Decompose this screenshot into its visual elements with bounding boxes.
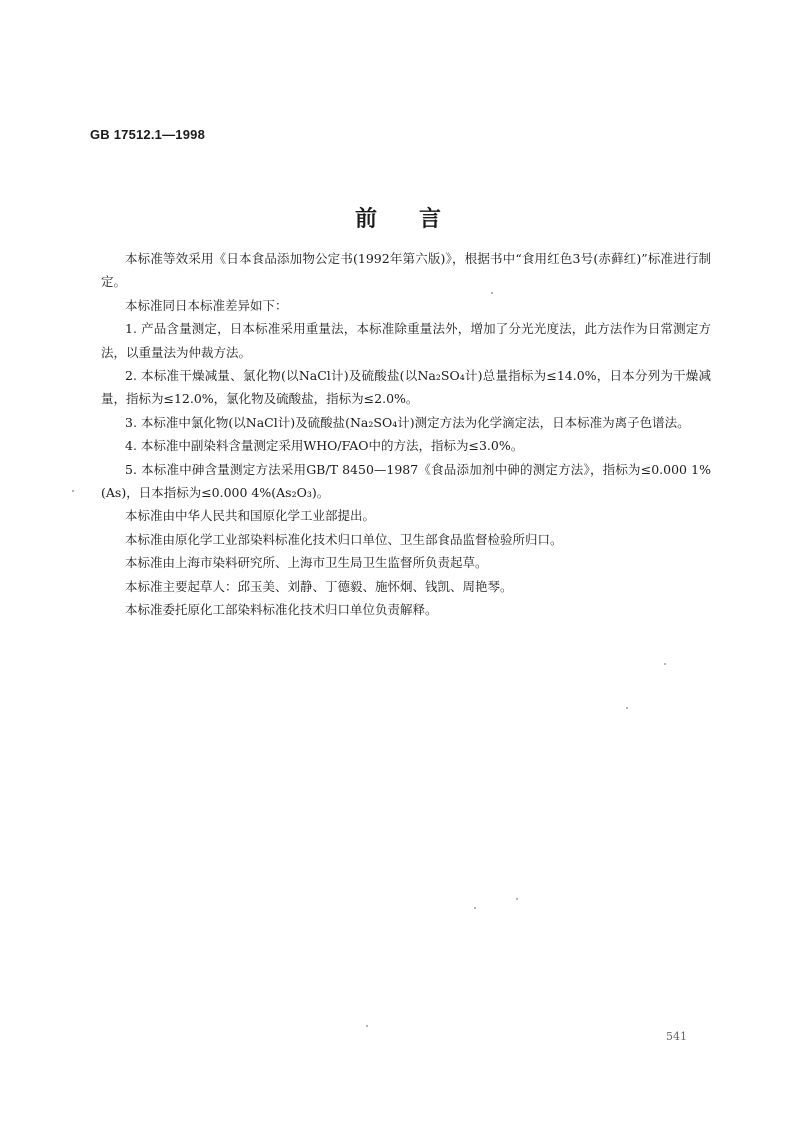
scan-speck <box>491 292 493 294</box>
scan-speck <box>664 663 666 665</box>
paragraph-proposer: 本标准由中华人民共和国原化学工业部提出。 <box>125 508 376 524</box>
paragraph-drafter-org: 本标准由上海市染料研究所、上海市卫生局卫生监督所负责起草。 <box>125 555 488 571</box>
paragraph-difference-2: 2. 本标准干燥减量、氯化物(以NaCl计)及硫酸盐(以Na₂SO₄计)总量指标为≤14.0%，日本分列为干燥减量，指标为≤12.0%，氯化物及硫酸盐，指标为≤2.0%。 <box>101 368 711 407</box>
scan-speck <box>516 898 518 900</box>
scan-speck <box>626 707 628 709</box>
standard-number: GB 17512.1—1998 <box>90 127 206 142</box>
paragraph-differences-intro: 本标准同日本标准差异如下： <box>125 297 288 313</box>
paragraph-difference-4: 4. 本标准中副染料含量测定采用WHO/FAO中的方法，指标为≤3.0%。 <box>125 438 524 454</box>
paragraph-adoption: 本标准等效采用《日本食品添加物公定书(1992年第六版)》，根据书中“食用红色3号(赤藓红)”标准进行制定。 <box>101 251 711 290</box>
paragraph-interpretation: 本标准委托原化工部染料标准化技术归口单位负责解释。 <box>125 602 438 618</box>
scan-speck <box>72 490 74 492</box>
paragraph-difference-5: 5. 本标准中砷含量测定方法采用GB/T 8450—1987《食品添加剂中砷的测定方法》，指标为≤0.000 1%(As)，日本指标为≤0.000 4%(As₂O₃)。 <box>101 461 711 501</box>
scan-speck <box>366 1025 368 1027</box>
paragraph-difference-1: 1. 产品含量测定，日本标准采用重量法，本标准除重量法外，增加了分光光度法，此方法作为日常测定方法，以重量法为仲裁方法。 <box>101 321 711 360</box>
paragraph-difference-3: 3. 本标准中氯化物(以NaCl计)及硫酸盐(Na₂SO₄计)测定方法为化学滴定法，日本标准为离子色谱法。 <box>125 414 690 430</box>
scan-speck <box>474 907 476 909</box>
paragraph-administrator: 本标准由原化学工业部染料标准化技术归口单位、卫生部食品监督检验所归口。 <box>125 531 563 547</box>
page-number: 541 <box>666 1030 687 1043</box>
foreword-title: 前言 <box>354 207 483 232</box>
foreword-body <box>101 247 711 622</box>
paragraph-drafters: 本标准主要起草人：邱玉美、刘静、丁德毅、施怀炯、钱凯、周艳琴。 <box>125 578 513 594</box>
